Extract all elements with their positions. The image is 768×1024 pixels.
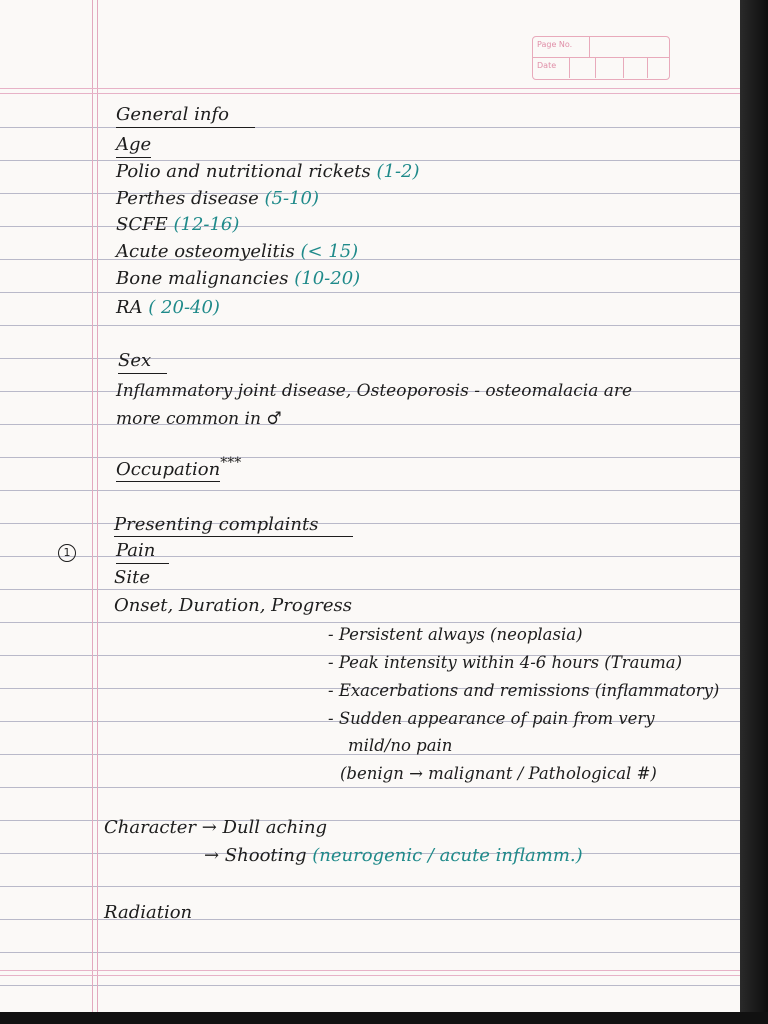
age-item-2 bbox=[116, 188, 319, 210]
occupation-heading: Occupation bbox=[116, 459, 221, 480]
pain-heading: Pain bbox=[116, 540, 169, 564]
age-item-1 bbox=[116, 161, 420, 183]
age-item-5 bbox=[116, 268, 360, 290]
age-item-5-range: (10-20) bbox=[294, 268, 361, 289]
page-date-box bbox=[532, 36, 670, 80]
left-margin-line bbox=[92, 0, 93, 1012]
onset-duration-progress: Onset, Duration, Progress bbox=[114, 595, 352, 616]
site-label: Site bbox=[114, 567, 150, 588]
shooting-line bbox=[204, 845, 583, 867]
footer-rule-2 bbox=[0, 975, 740, 976]
age-item-6 bbox=[116, 297, 220, 319]
age-item-3 bbox=[116, 214, 239, 236]
age-item-2-range: (5-10) bbox=[264, 188, 320, 209]
character-line: Character → Dull aching bbox=[104, 817, 328, 838]
sex-line-2: more common in ♂ bbox=[116, 409, 282, 429]
age-item-2-condition: Perthes disease bbox=[116, 188, 259, 209]
age-item-3-condition: SCFE bbox=[116, 214, 168, 235]
age-item-4-range: (< 15) bbox=[300, 241, 359, 262]
date-label: Date bbox=[537, 61, 557, 70]
left-margin-line-2 bbox=[97, 0, 98, 1012]
progress-item-6: (benign → malignant / Pathological #) bbox=[340, 764, 657, 783]
progress-item-1: - Persistent always (neoplasia) bbox=[328, 625, 583, 644]
header-rule-2 bbox=[0, 93, 740, 94]
age-item-1-range: (1-2) bbox=[376, 161, 420, 182]
progress-item-4: - Sudden appearance of pain from very bbox=[328, 709, 655, 728]
page-shadow-bottom bbox=[0, 1012, 768, 1024]
age-item-3-range: (12-16) bbox=[173, 214, 240, 235]
shooting-note: (neurogenic / acute inflamm.) bbox=[312, 845, 583, 866]
occupation-mark: *** bbox=[220, 455, 242, 471]
occupation-line bbox=[116, 455, 242, 482]
footer-rule bbox=[0, 970, 740, 971]
age-item-1-condition: Polio and nutritional rickets bbox=[116, 161, 371, 182]
sex-line-1: Inflammatory joint disease, Osteoporosis - osteomalacia are bbox=[116, 381, 633, 401]
page-shadow-right bbox=[740, 0, 768, 1024]
sex-heading: Sex bbox=[118, 350, 167, 374]
presenting-complaints-heading bbox=[114, 514, 353, 536]
age-item-5-condition: Bone malignancies bbox=[116, 268, 289, 289]
age-item-4-condition: Acute osteomyelitis bbox=[116, 241, 295, 262]
shooting-prefix: → Shooting bbox=[204, 845, 307, 866]
complaint-number: 1 bbox=[58, 544, 76, 562]
page-no-label: Page No. bbox=[537, 40, 573, 49]
age-item-6-range: ( 20-40) bbox=[148, 297, 220, 318]
age-heading: Age bbox=[116, 134, 151, 158]
progress-item-2: - Peak intensity within 4-6 hours (Trauma) bbox=[328, 653, 683, 672]
general-info-heading: General info bbox=[116, 104, 255, 128]
age-item-4 bbox=[116, 241, 358, 263]
radiation-label: Radiation bbox=[104, 902, 193, 923]
progress-item-5: mild/no pain bbox=[348, 736, 453, 755]
header-rule bbox=[0, 88, 740, 89]
progress-item-3: - Exacerbations and remissions (inflammatory) bbox=[328, 681, 720, 700]
presenting-complaints-text: Presenting complaints bbox=[114, 514, 353, 537]
age-item-6-condition: RA bbox=[116, 297, 143, 318]
